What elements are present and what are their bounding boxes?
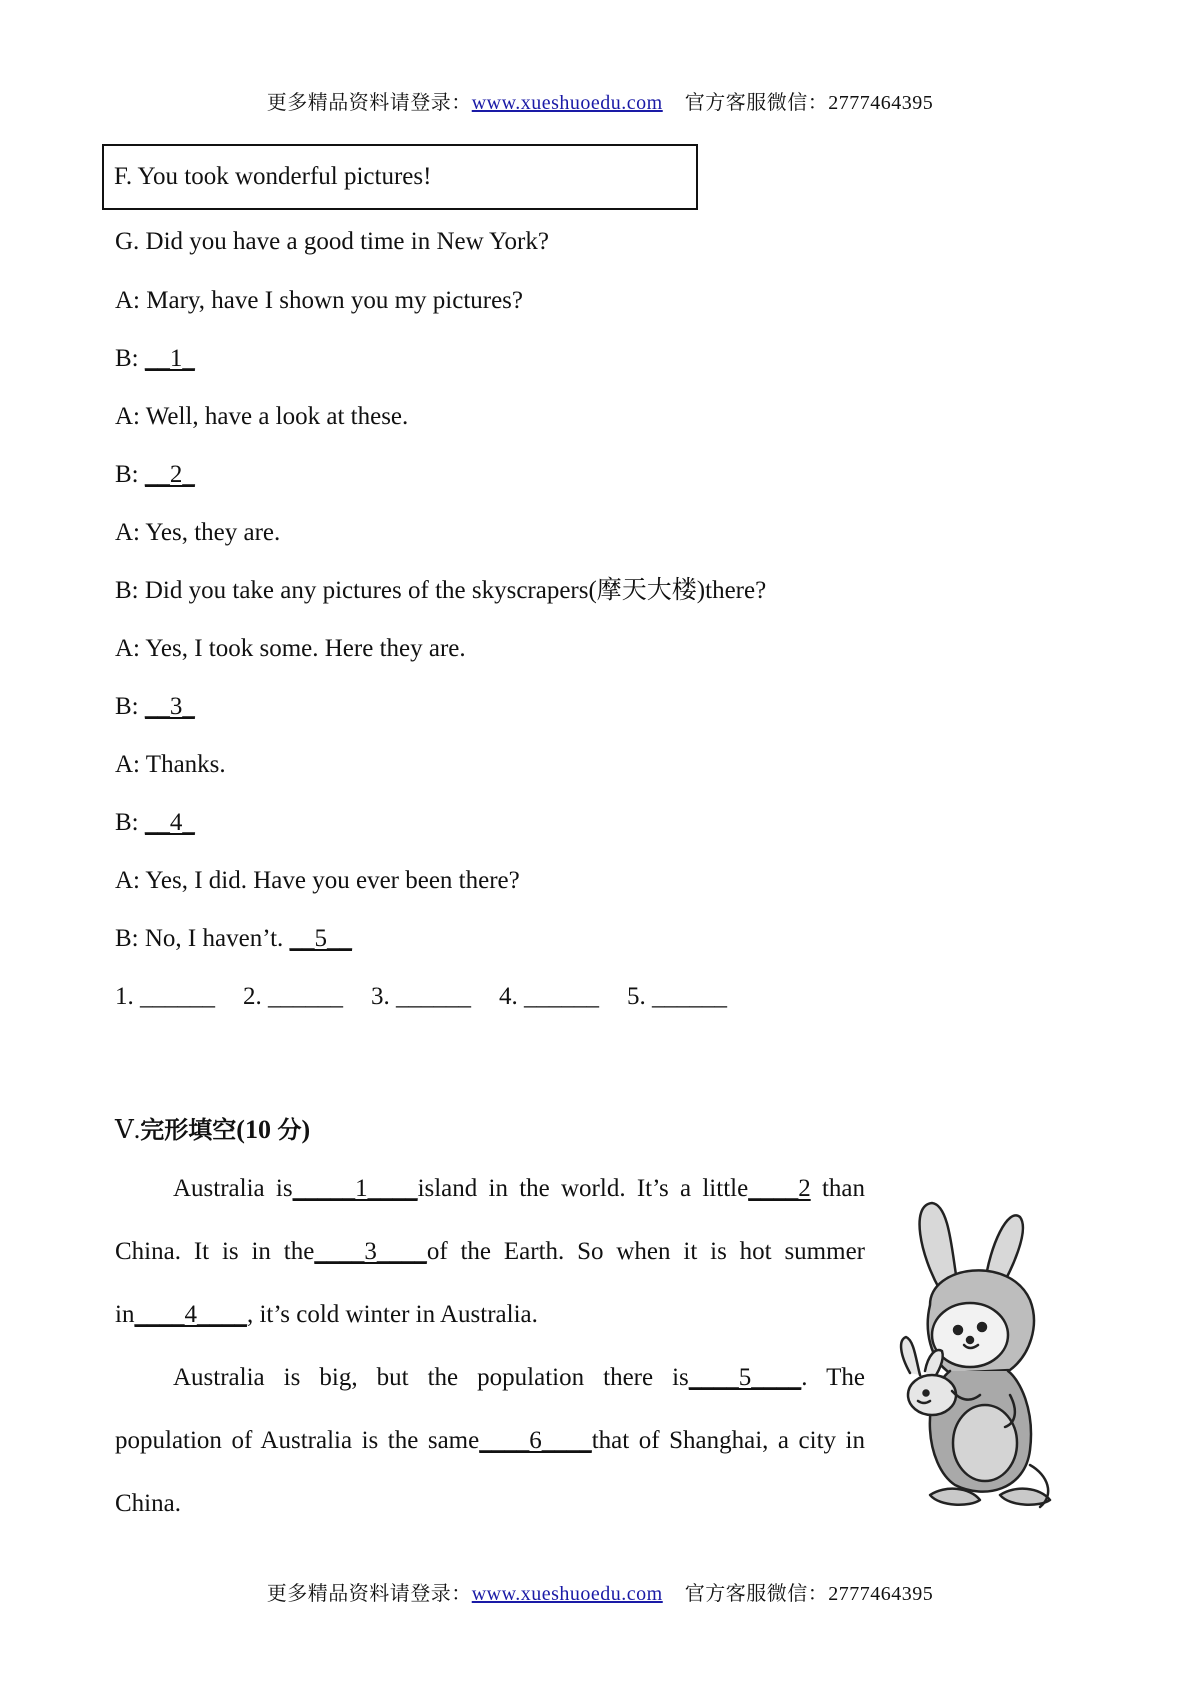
page-footer bbox=[0, 1577, 1200, 1606]
dialogue-line-10 bbox=[115, 807, 195, 839]
section-score-unit: 分 bbox=[277, 1116, 302, 1144]
speaker-label: B: bbox=[115, 809, 145, 836]
blank-5: __5__ bbox=[289, 925, 353, 952]
speaker-label: B: No, I haven’t. bbox=[115, 925, 290, 952]
passage-text: island in the world. It’s a little bbox=[417, 1175, 749, 1202]
speaker-label: B: bbox=[115, 345, 145, 372]
section-heading bbox=[115, 1114, 310, 1146]
dialogue-line-2 bbox=[115, 343, 195, 375]
section-numeral: Ⅴ. bbox=[115, 1115, 141, 1144]
passage-paragraph-2 bbox=[115, 1346, 865, 1535]
header-website-link[interactable]: www.xueshuoedu.com bbox=[471, 92, 663, 114]
passage-text: Australia is bbox=[173, 1175, 293, 1202]
speaker-label: B: bbox=[115, 693, 145, 720]
blank-3: __3_ bbox=[144, 693, 195, 720]
answer-row bbox=[115, 981, 727, 1013]
dialogue-line-9: A: Thanks. bbox=[115, 751, 226, 778]
section-title: 完形填空 bbox=[140, 1116, 237, 1144]
cloze-blank-5: ____5____ bbox=[688, 1364, 802, 1391]
cloze-blank-3: ____3____ bbox=[314, 1238, 427, 1265]
option-f-text: F. You took wonderful pictures! bbox=[114, 163, 432, 190]
page-header bbox=[0, 86, 1200, 115]
option-f-box bbox=[102, 144, 698, 210]
blank-2: __2_ bbox=[144, 461, 195, 488]
speaker-label: B: bbox=[115, 461, 145, 488]
cloze-blank-2: ____2 bbox=[748, 1175, 811, 1202]
cloze-blank-1: _____1____ bbox=[292, 1175, 418, 1202]
answer-slot-1[interactable]: 1. ______ bbox=[115, 983, 215, 1010]
footer-service-contact: 官方客服微信：2777464395 bbox=[684, 1583, 934, 1605]
section-score-close: ) bbox=[301, 1115, 311, 1144]
answer-slot-2[interactable]: 2. ______ bbox=[243, 983, 343, 1010]
passage-text: than China. It is in the bbox=[115, 1175, 865, 1265]
option-g: G. Did you have a good time in New York? bbox=[115, 228, 549, 255]
dialogue-line-11: A: Yes, I did. Have you ever been there? bbox=[115, 867, 520, 894]
footer-prefix: 更多精品资料请登录： bbox=[266, 1583, 472, 1605]
passage-text: , it’s cold winter in Australia. bbox=[246, 1301, 538, 1328]
blank-4: __4_ bbox=[144, 809, 195, 836]
passage-text: Australia is big, but the population there is bbox=[173, 1364, 689, 1391]
dialogue-line-7: A: Yes, I took some. Here they are. bbox=[115, 635, 466, 662]
answer-slot-3[interactable]: 3. ______ bbox=[371, 983, 471, 1010]
blank-1: __1_ bbox=[144, 345, 195, 372]
footer-website-link[interactable]: www.xueshuoedu.com bbox=[471, 1583, 663, 1605]
cloze-blank-4: ____4____ bbox=[134, 1301, 247, 1328]
dialogue-line-4 bbox=[115, 459, 195, 491]
dialogue-line-6: B: Did you take any pictures of the skyscrapers(摩天大楼)there? bbox=[115, 577, 767, 604]
answer-slot-4[interactable]: 4. ______ bbox=[499, 983, 599, 1010]
passage-paragraph-1 bbox=[115, 1157, 865, 1346]
kangaroo-mother-and-joey-illustration bbox=[890, 1195, 1060, 1515]
passage-text: of the Earth. So when it is hot summer in bbox=[115, 1238, 865, 1328]
dialogue-line-3: A: Well, have a look at these. bbox=[115, 403, 409, 430]
dialogue-line-1: A: Mary, have I shown you my pictures? bbox=[115, 287, 524, 314]
header-service-contact: 官方客服微信：2777464395 bbox=[684, 92, 934, 114]
cloze-blank-6: ____6____ bbox=[479, 1427, 592, 1454]
answer-slot-5[interactable]: 5. ______ bbox=[627, 983, 727, 1010]
section-score-open: (10 bbox=[236, 1115, 271, 1144]
passage-text: . The population of Australia is the same bbox=[115, 1364, 865, 1454]
header-prefix: 更多精品资料请登录： bbox=[266, 92, 472, 114]
dialogue-line-5: A: Yes, they are. bbox=[115, 519, 281, 546]
dialogue-line-12 bbox=[115, 923, 352, 955]
dialogue-line-8 bbox=[115, 691, 195, 723]
passage-text: that of Shanghai, a city in China. bbox=[115, 1427, 865, 1517]
